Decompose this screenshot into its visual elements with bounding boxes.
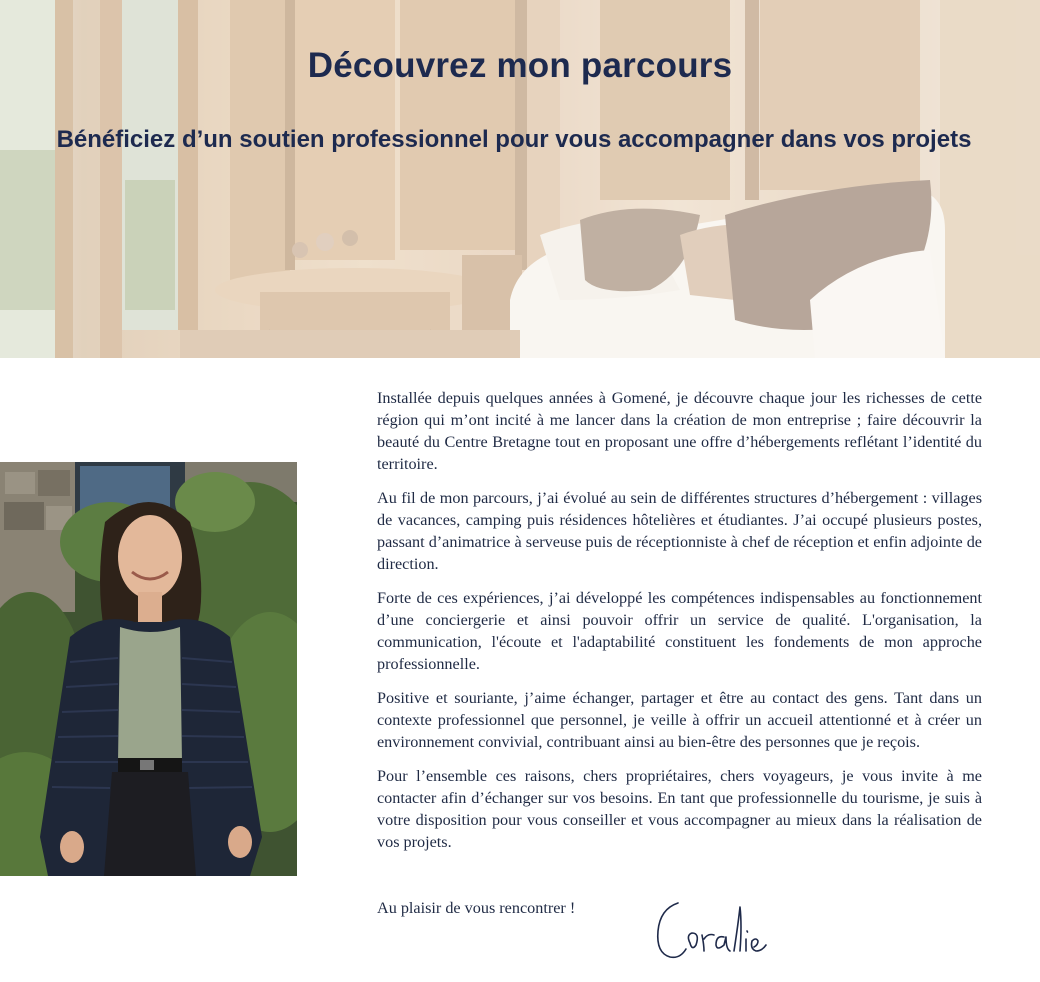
bio-paragraph-2: Au fil de mon parcours, j’ai évolué au sein de différentes structures d’hébergement : villages de vacances, camping puis résidences hôtelières et étudiantes. J’ai occupé plusieurs postes, passant d’animatrice à serveuse puis de réceptionniste à chef de réception et enfin adjointe de direction. bbox=[377, 489, 982, 573]
portrait-photo bbox=[0, 462, 297, 876]
portrait-image bbox=[0, 462, 297, 876]
page-subtitle: Bénéficiez d’un soutien professionnel pour vous accompagner dans vos projets bbox=[56, 126, 972, 153]
hero-banner bbox=[0, 0, 1040, 358]
closing-line: Au plaisir de vous rencontrer ! bbox=[377, 899, 576, 917]
bio-paragraph-1: Installée depuis quelques années à Gomené, je découvre chaque jour les richesses de cette région qui m’ont incité à me lancer dans la création de mon entreprise ; faire découvrir la beauté du Centre Bretagne tout en proposant une offre d’hébergements reflétant l’identité du territoire. bbox=[377, 389, 982, 473]
bio-text bbox=[377, 387, 982, 865]
bio-paragraph-5: Pour l’ensemble ces raisons, chers propriétaires, chers voyageurs, je vous invite à me contacter afin d’échanger sur vos besoins. En tant que professionnelle du tourisme, je suis à votre disposition pour vous conseiller et vous accompagner au mieux dans la réalisation de vos projets. bbox=[377, 767, 982, 851]
page-title: Découvrez mon parcours bbox=[307, 46, 733, 85]
bio-paragraph-3: Forte de ces expériences, j’ai développé les compétences indispensables au fonctionnement d’une conciergerie et ainsi pouvoir offrir un service de qualité. L'organisation, la communication, l'écoute et l'adaptabilité constituent les fondements de mon approche professionnelle. bbox=[377, 589, 982, 673]
signature bbox=[650, 895, 770, 967]
bio-paragraph-4: Positive et souriante, j’aime échanger, partager et être au contact des gens. Tant dans un contexte professionnel que personnel, je veille à offrir un accueil attentionné et à créer un environnement convivial, contribuant ainsi au bien-être des personnes que je reçois. bbox=[377, 689, 982, 751]
